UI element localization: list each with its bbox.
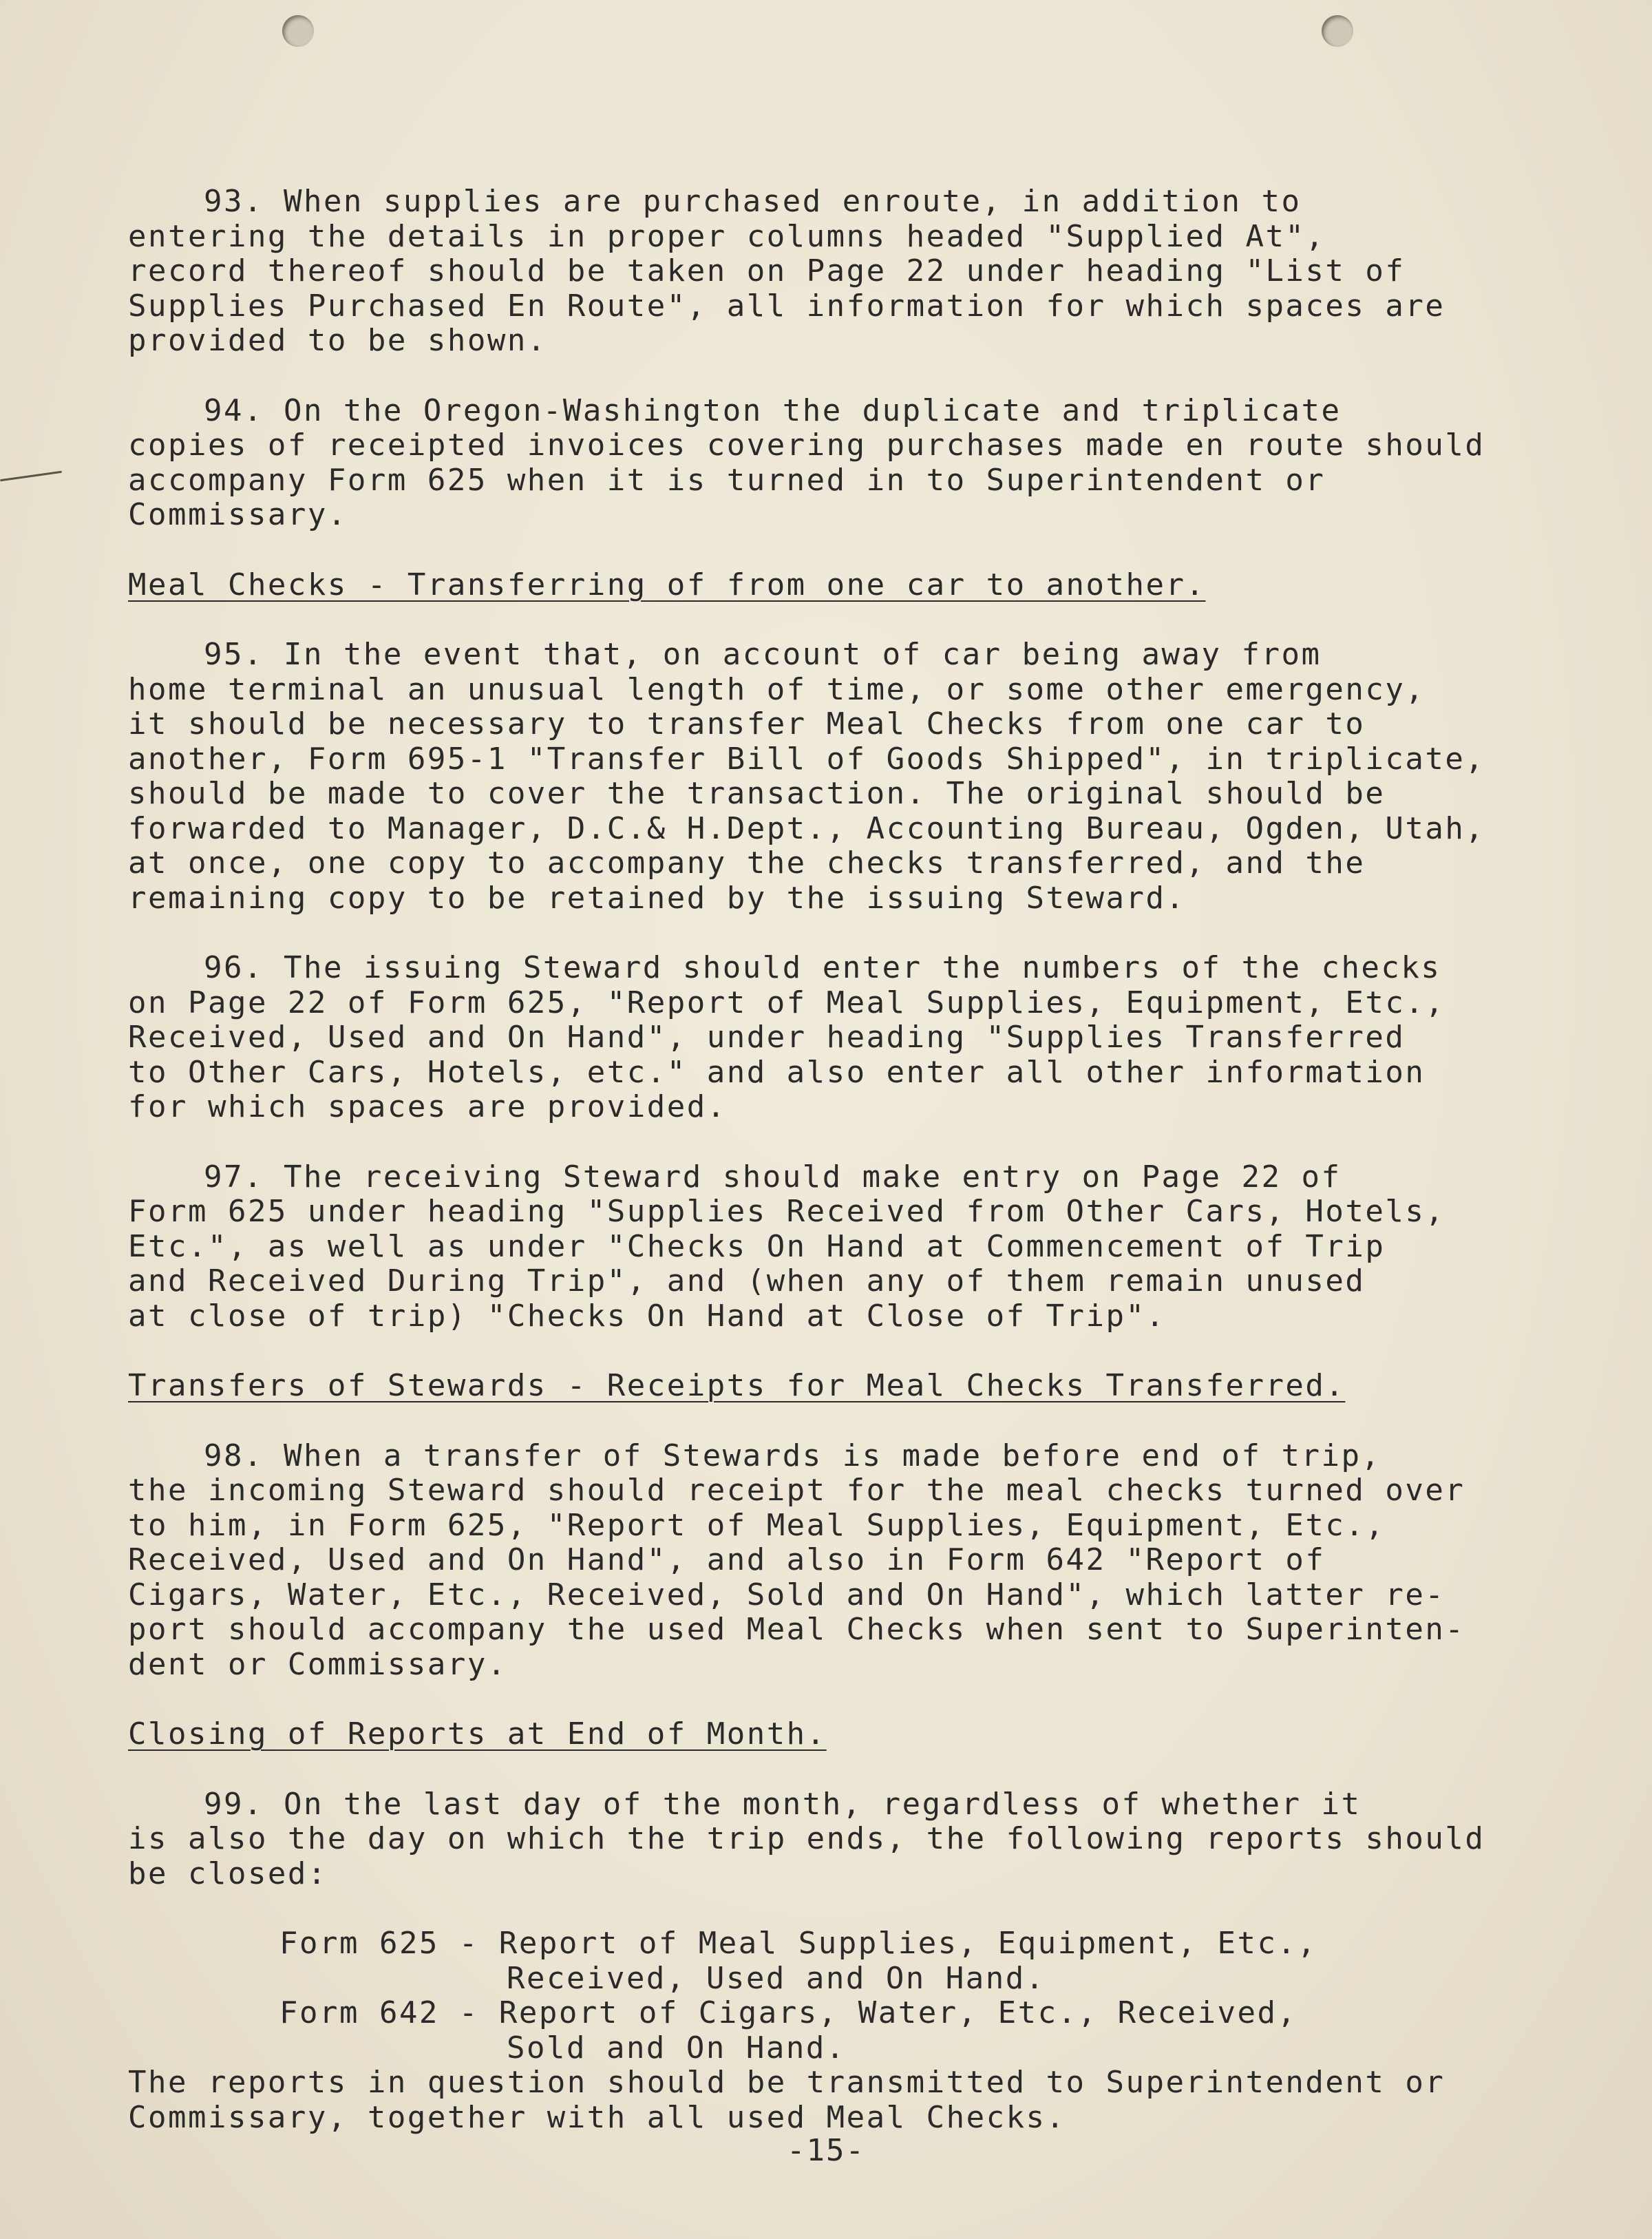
text-line: Commissary, together with all used Meal Checks. [128, 2099, 1066, 2135]
text-line: another, Form 695-1 "Transfer Bill of Goods Shipped", in triplicate, [128, 741, 1485, 777]
text-line: be closed: [128, 1856, 328, 1891]
text-line: is also the day on which the trip ends, the following reports should [128, 1821, 1485, 1856]
text-line: at once, one copy to accompany the checks transferred, and the [128, 845, 1366, 881]
text-line: to Other Cars, Hotels, etc." and also enter all other information [128, 1054, 1426, 1090]
text-line: 94. On the Oregon-Washington the duplicate and triplicate [204, 392, 1342, 428]
text-line: 98. When a transfer of Stewards is made before end of trip, [204, 1438, 1381, 1473]
list-item-continuation: Received, Used and On Hand. [507, 1960, 1046, 1996]
paragraph-98 [128, 1439, 1546, 1683]
text-line: 99. On the last day of the month, regardless of whether it [204, 1786, 1362, 1822]
text-line: record thereof should be taken on Page 22 under heading "List of [128, 253, 1406, 288]
text-line: Cigars, Water, Etc., Received, Sold and On Hand", which latter re- [128, 1577, 1446, 1612]
paragraph-97 [128, 1160, 1546, 1334]
page-number: -15- [787, 2133, 865, 2168]
paragraph-95 [128, 638, 1546, 916]
list-item: Form 625 - Report of Meal Supplies, Equipment, Etc., [279, 1926, 1317, 1961]
text-line: should be made to cover the transaction. The original should be [128, 776, 1386, 811]
text-line: Form 625 under heading "Supplies Received from Other Cars, Hotels, [128, 1194, 1446, 1229]
text-line: Supplies Purchased En Route", all information for which spaces are [128, 288, 1446, 324]
text-line: it should be necessary to transfer Meal Checks from one car to [128, 706, 1366, 742]
text-line: dent or Commissary. [128, 1646, 507, 1682]
section-heading-closing: Closing of Reports at End of Month. [128, 1716, 827, 1752]
text-line: accompany Form 625 when it is turned in to Superintendent or [128, 462, 1326, 498]
text-line: remaining copy to be retained by the issuing Steward. [128, 880, 1186, 916]
closing-paragraph [128, 2065, 1546, 2135]
text-line: on Page 22 of Form 625, "Report of Meal Supplies, Equipment, Etc., [128, 985, 1446, 1020]
text-line: for which spaces are provided. [128, 1089, 727, 1124]
document-body [128, 185, 1546, 2135]
paragraph-99 [128, 1787, 1546, 1892]
text-line: 97. The receiving Steward should make entry on Page 22 of [204, 1159, 1342, 1195]
list-item-continuation: Sold and On Hand. [507, 2030, 846, 2065]
text-line: provided to be shown. [128, 323, 547, 358]
text-line: the incoming Steward should receipt for the meal checks turned over [128, 1473, 1465, 1508]
text-line: and Received During Trip", and (when any of them remain unused [128, 1263, 1366, 1299]
margin-tick-mark [0, 471, 62, 481]
text-line: The reports in question should be transmitted to Superintendent or [128, 2065, 1446, 2100]
text-line: forwarded to Manager, D.C.& H.Dept., Accounting Bureau, Ogden, Utah, [128, 810, 1485, 846]
section-heading-meal-checks: Meal Checks - Transferring of from one car to another. [128, 567, 1206, 602]
text-line: home terminal an unusual length of time, or some other emergency, [128, 671, 1426, 707]
punch-hole-right [1322, 15, 1353, 47]
text-line: 93. When supplies are purchased enroute, in addition to [204, 184, 1302, 219]
paragraph-96 [128, 951, 1546, 1125]
paragraph-94 [128, 394, 1546, 533]
text-line: at close of trip) "Checks On Hand at Close of Trip". [128, 1298, 1166, 1334]
text-line: copies of receipted invoices covering purchases made en route should [128, 428, 1485, 463]
punch-hole-left [282, 15, 314, 47]
text-line: port should accompany the used Meal Checks when sent to Superinten- [128, 1612, 1465, 1647]
text-line: entering the details in proper columns headed "Supplied At", [128, 218, 1326, 254]
text-line: Etc.", as well as under "Checks On Hand at Commencement of Trip [128, 1228, 1386, 1264]
text-line: Commissary. [128, 497, 348, 532]
text-line: 95. In the event that, on account of car being away from [204, 637, 1322, 672]
paragraph-93 [128, 185, 1546, 359]
text-line: 96. The issuing Steward should enter the numbers of the checks [204, 950, 1441, 985]
text-line: to him, in Form 625, "Report of Meal Supplies, Equipment, Etc., [128, 1507, 1386, 1543]
text-line: Received, Used and On Hand", and also in Form 642 "Report of [128, 1542, 1326, 1577]
section-heading-transfers: Transfers of Stewards - Receipts for Meal Checks Transferred. [128, 1368, 1346, 1403]
text-line: Received, Used and On Hand", under heading "Supplies Transferred [128, 1020, 1406, 1055]
forms-list [128, 1926, 1546, 2065]
list-item: Form 642 - Report of Cigars, Water, Etc., Received, [279, 1995, 1298, 2030]
